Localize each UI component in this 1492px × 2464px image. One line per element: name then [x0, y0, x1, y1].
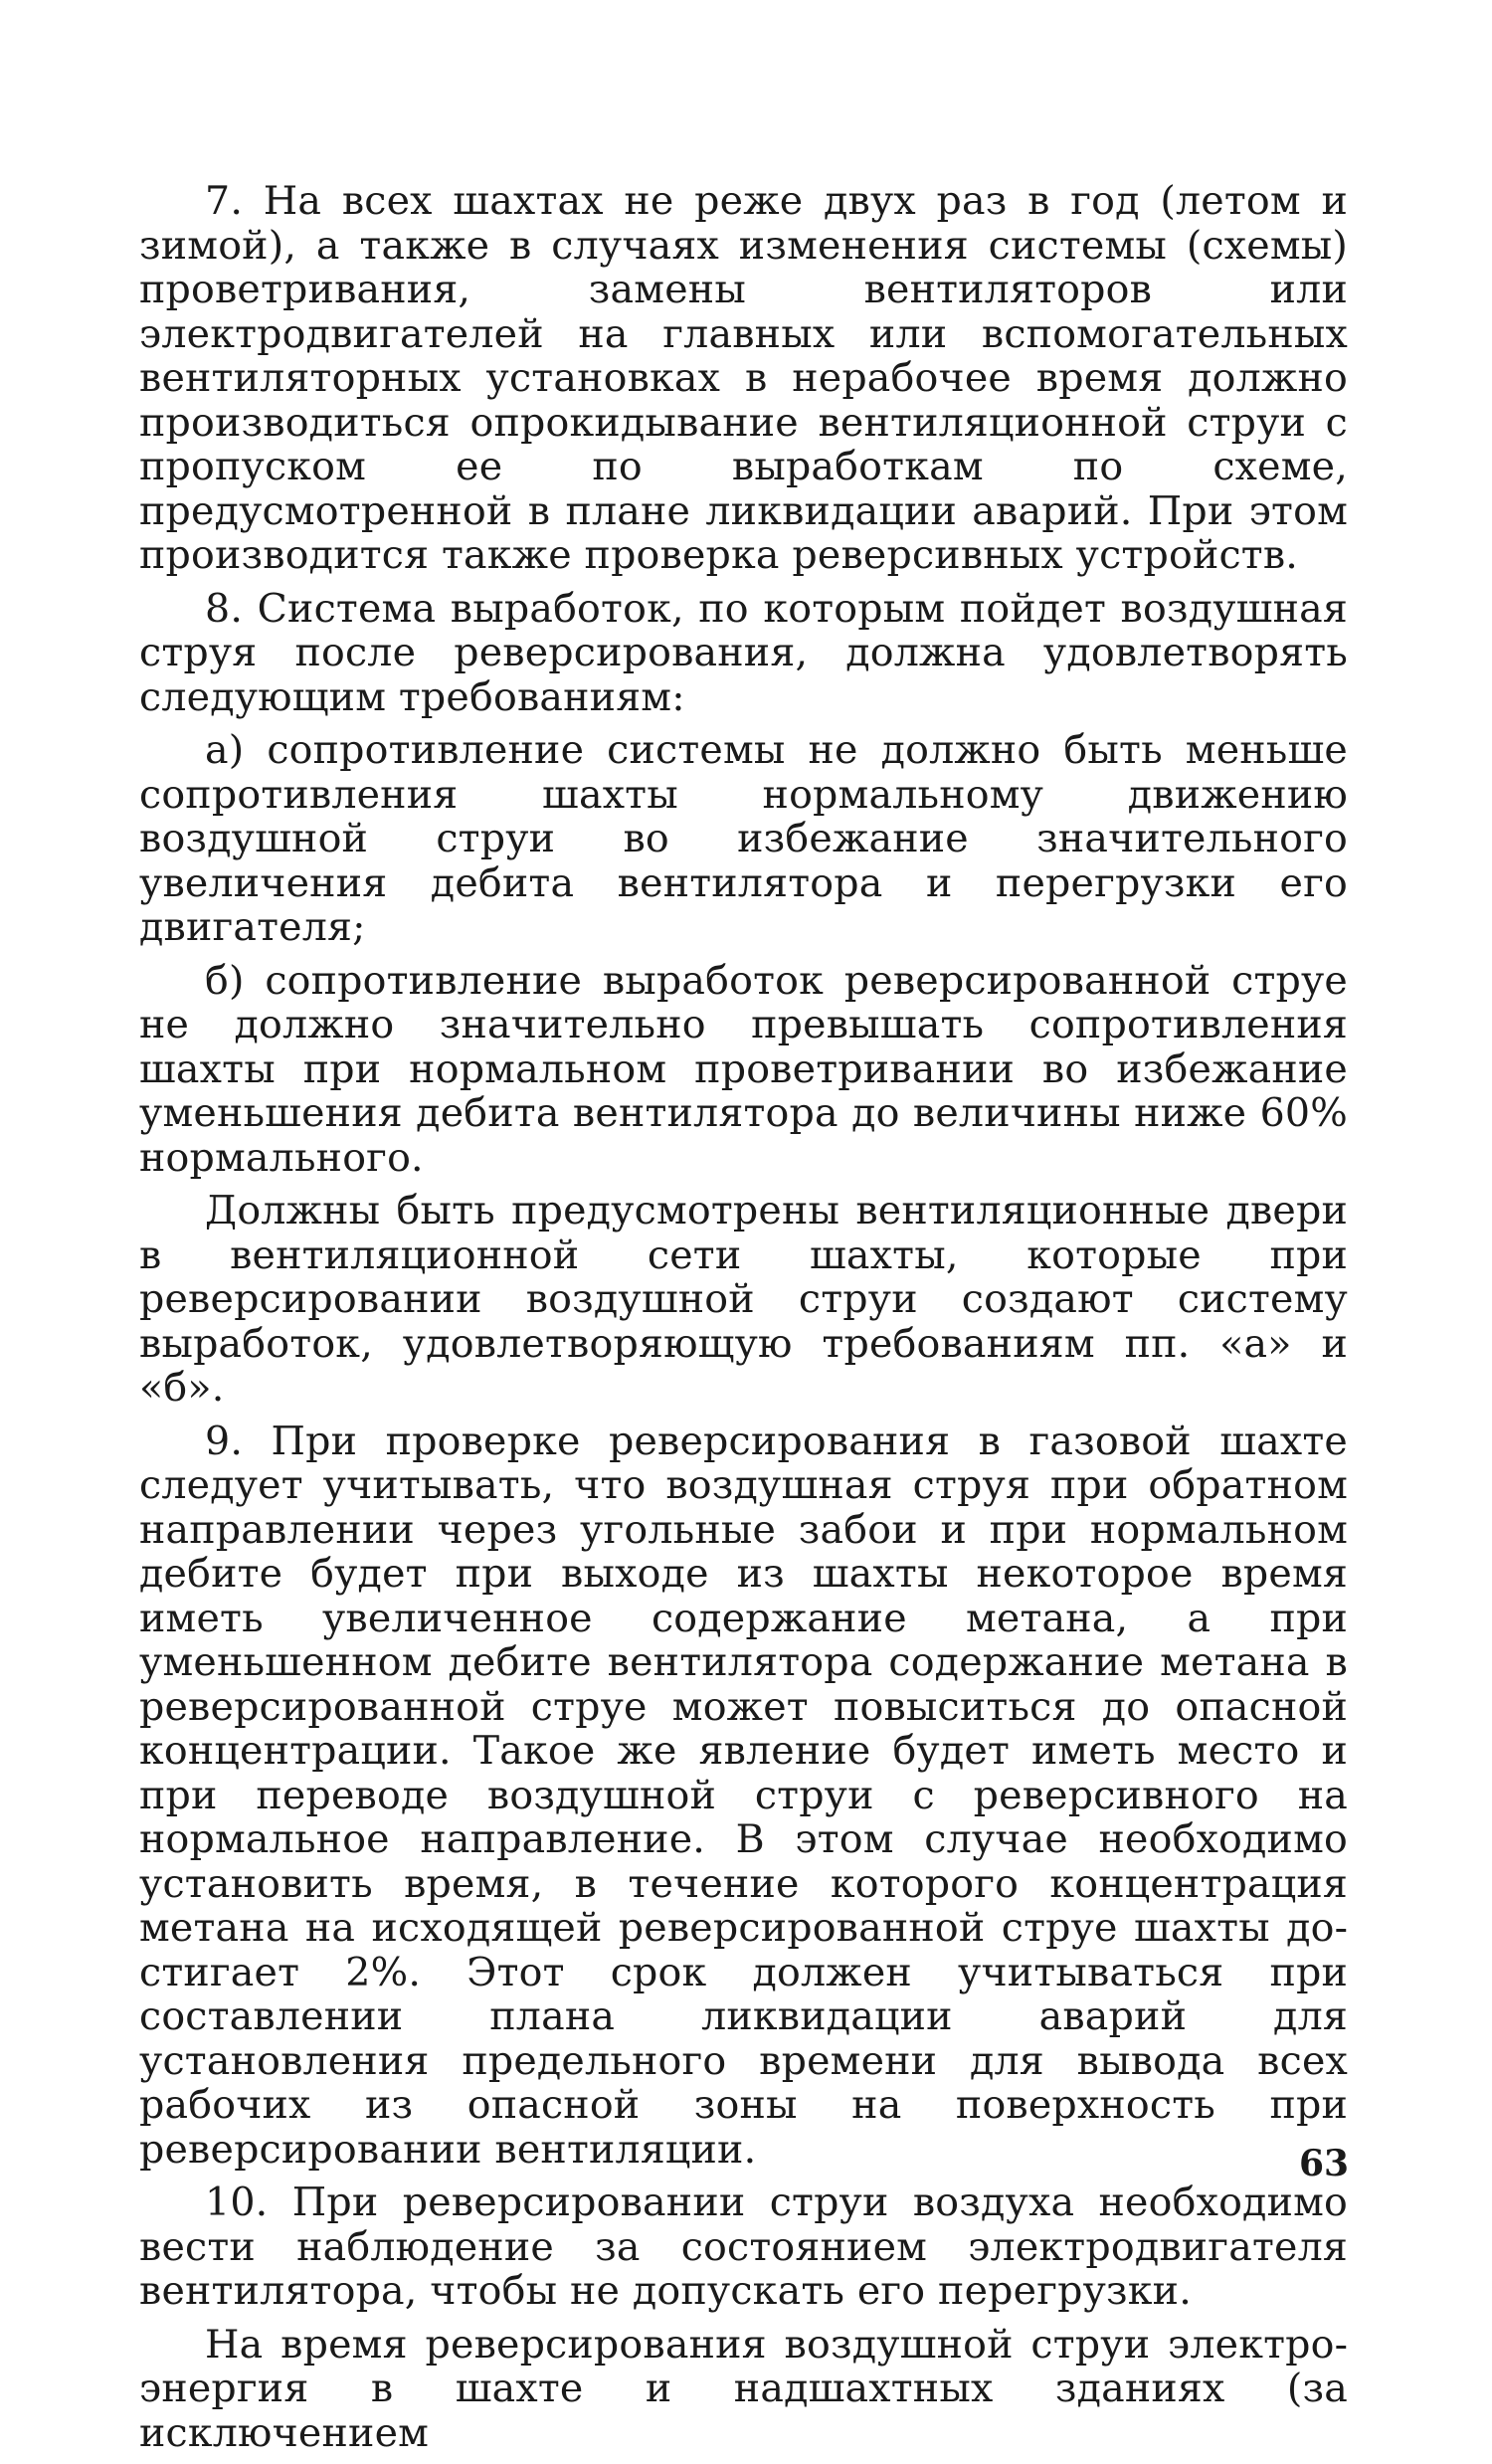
paragraph-7: 7. На всех шахтах не реже двух раз в год (летом и зимой), а также в случаях изменения системы (схемы) проветривания, замены вентиляторов или электродвигателей на главных или вспомогательных вентиляторных установках в нерабочее время должно производиться опрокидывание вентиляционной струи с пропуском ее по выработкам по схеме, предусмотренной в плане ликвидации аварий. При этом производится также проверка реверсивных устройств.: [139, 178, 1348, 578]
paragraph-8-doors: Должны быть предусмотрены вентиляционные двери в вентиляционной сети шахты, которые при реверсировании воздушной струи создают систему выработок, удовлетворяющую требованиям пп. «а» и «б».: [139, 1188, 1348, 1411]
paragraph-8-item-b: б) сопротивление выработок реверсированной струе не должно значительно превышать сопротивления шахты при нормальном проветривании во избежание уменьшения дебита вентилятора до величины ниже 60% нормального.: [139, 957, 1348, 1181]
page-body: [139, 179, 1348, 2464]
page-number: 63: [1299, 2143, 1350, 2184]
paragraph-10-continued: На время реверсирования воздушной струи электроэнергия в шахте и надшахтных зданиях (за исключением: [139, 2321, 1348, 2456]
paragraph-9: 9. При проверке реверсирования в газовой шахте следует учитывать, что воздушная струя при обратном направлении через угольные забои и при нормальном дебите будет при выходе из шахты некоторое время иметь увеличенное содержание метана, а при уменьшенном дебите вентилятора содержание метана в реверсированной струе может повыситься до опасной концентрации. Такое же явление будет иметь место и при переводе воздушной струи с реверсивного на нормальное направление. В этом случае необходимо установить время, в течение которого концентрация метана на исходящей реверсированной струе шахты достигает 2%. Этот срок должен учитываться при составлении плана ликвидации аварий для установления предельного времени для вывода всех рабочих из опасной зоны на поверхность при реверсировании вентиляции.: [139, 1418, 1348, 2173]
paragraph-8-item-a: а) сопротивление системы не должно быть меньше сопротивления шахты нормальному движению воздушной струи во избежание значительного увеличения дебита вентилятора и перегрузки его двигателя;: [139, 727, 1348, 950]
paragraph-10: 10. При реверсировании струи воздуха необходимо вести наблюдение за состоянием электродвигателя вентилятора, чтобы не допускать его перегрузки.: [139, 2180, 1348, 2314]
paragraph-8: 8. Система выработок, по которым пойдет воздушная струя после реверсирования, должна удовлетворять следующим требованиям:: [139, 585, 1348, 720]
